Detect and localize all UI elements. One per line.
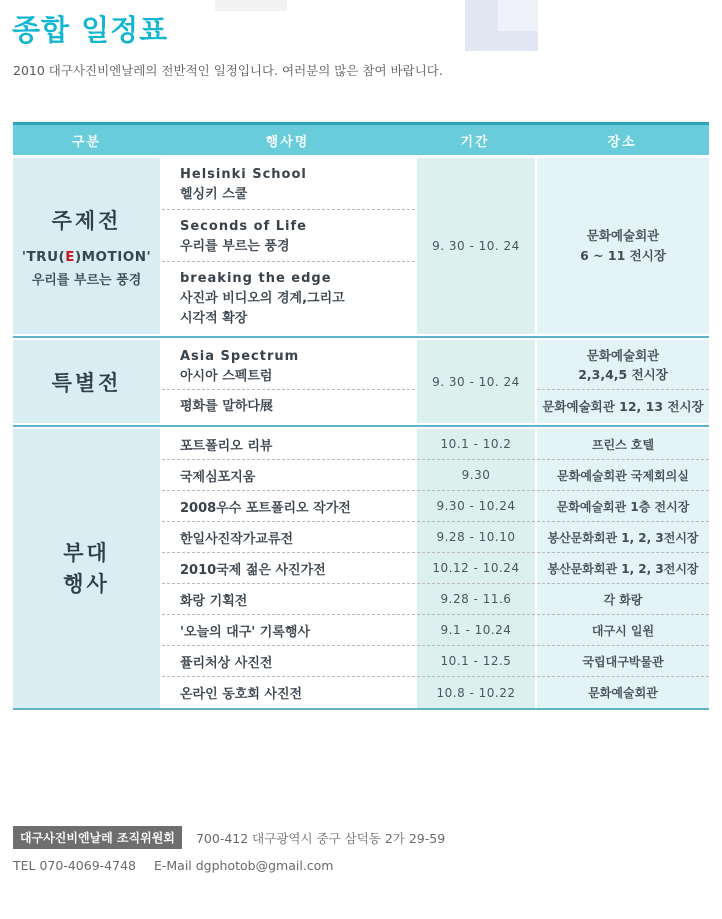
event-period: 10.12 - 10.24 — [417, 553, 535, 584]
event-venue: 문화예술회관 국제회의실 — [537, 460, 709, 491]
period-value: 9. 30 - 10. 24 — [432, 239, 520, 253]
category-motto — [22, 249, 151, 265]
venue-peace-exhibition — [537, 390, 709, 423]
event-name: 포트폴리오 리뷰 — [162, 429, 415, 460]
group-supplementary-events — [13, 429, 709, 708]
table-header-row — [13, 125, 709, 155]
event-name: 온라인 동호회 사진전 — [162, 677, 415, 708]
event-title-kr: 헬싱키 스쿨 — [180, 187, 248, 202]
venue-line1: 문화예술회관 — [586, 347, 660, 363]
event-asia-spectrum — [162, 340, 415, 390]
event-title-kr: 평화를 말하다展 — [180, 398, 273, 414]
venue-cell-theme — [537, 158, 709, 334]
event-title-en: Asia Spectrum — [180, 349, 300, 364]
period-value: 9. 30 - 10. 24 — [432, 374, 520, 389]
events-cell-theme — [162, 158, 415, 334]
event-period: 10.8 - 10.22 — [417, 677, 535, 708]
category-cell-theme — [13, 158, 160, 334]
event-title-en: Helsinki School — [180, 167, 307, 182]
category-cell-special — [13, 340, 160, 423]
event-helsinki-school — [162, 158, 415, 210]
decor-l-shape-light — [498, 0, 538, 31]
venue-line2: 6 ~ 11 전시장 — [580, 248, 666, 263]
organization-badge: 대구사진비엔날레 조직위원회 — [13, 826, 182, 849]
event-venue: 각 화랑 — [537, 584, 709, 615]
event-title-kr: 사진과 비디오의 경계,그리고 — [180, 291, 345, 306]
events-cell-special — [162, 340, 415, 423]
event-breaking-the-edge — [162, 262, 415, 334]
period-cell-special — [417, 340, 535, 423]
decor-l-shape-horizontal — [465, 31, 538, 51]
venue-line2: 2,3,4,5 전시장 — [578, 366, 668, 382]
event-name: 화랑 기획전 — [162, 584, 415, 615]
col-header-period: 기간 — [460, 134, 490, 150]
category-subtitle: 우리를 부르는 풍경 — [31, 272, 142, 288]
event-title-en: breaking the edge — [180, 271, 332, 286]
table-bottom-border — [13, 708, 709, 710]
venue-line1: 문화예술회관 — [586, 228, 660, 243]
event-venue: 문화예술회관 1층 전시장 — [537, 491, 709, 522]
group-separator — [13, 336, 709, 338]
event-name: 퓰리처상 사진전 — [162, 646, 415, 677]
category-title: 주제전 — [51, 208, 122, 233]
event-period: 9.1 - 10.24 — [417, 615, 535, 646]
page-subtitle: 2010 대구사진비엔날레의 전반적인 일정입니다. 여러분의 많은 참여 바랍니다. — [13, 63, 443, 78]
event-title-kr: 아시아 스펙트럼 — [180, 369, 273, 384]
event-title-en: Seconds of Life — [180, 219, 307, 234]
decor-gray-square — [215, 0, 287, 11]
event-venue: 봉산문화회관 1, 2, 3전시장 — [537, 522, 709, 553]
event-title-kr: 우리를 부르는 풍경 — [180, 239, 290, 254]
group-theme-exhibition — [13, 158, 709, 334]
col-header-event: 행사명 — [265, 134, 310, 150]
event-period: 9.30 — [417, 460, 535, 491]
event-name: 2010국제 젊은 사진가전 — [162, 553, 415, 584]
event-venue: 프린스 호텔 — [537, 429, 709, 460]
footer-line2 — [13, 858, 722, 873]
event-venue: 국립대구박물관 — [537, 646, 709, 677]
venue-cell-special — [537, 340, 709, 423]
motto-highlight: E — [65, 248, 75, 265]
group-special-exhibition — [13, 340, 709, 423]
category-title-line1: 부대 — [63, 540, 110, 565]
col-header-venue: 장소 — [607, 134, 637, 150]
event-name: 국제심포지움 — [162, 460, 415, 491]
category-title: 특별전 — [51, 370, 122, 395]
col-header-category: 구분 — [71, 134, 102, 150]
event-seconds-of-life — [162, 210, 415, 262]
motto-prefix: 'TRU( — [21, 248, 66, 265]
event-venue: 대구시 일원 — [537, 615, 709, 646]
event-name: 2008우수 포트폴리오 작가전 — [162, 491, 415, 522]
event-period: 9.28 - 10.10 — [417, 522, 535, 553]
event-period: 9.28 - 11.6 — [417, 584, 535, 615]
page-title: 종합 일정표 — [12, 13, 169, 47]
event-period: 10.1 - 12.5 — [417, 646, 535, 677]
category-cell-supplementary — [13, 429, 160, 708]
event-peace-exhibition — [162, 390, 415, 423]
schedule-table — [13, 122, 709, 710]
group-separator — [13, 425, 709, 427]
motto-suffix: )MOTION' — [74, 248, 152, 265]
venue-line1: 문화예술회관 12, 13 전시장 — [542, 399, 704, 414]
event-title-kr2: 시각적 확장 — [180, 311, 248, 326]
event-period: 10.1 - 10.2 — [417, 429, 535, 460]
venue-asia-spectrum — [537, 340, 709, 390]
event-venue: 문화예술회관 — [537, 677, 709, 708]
event-name: 한일사진작가교류전 — [162, 522, 415, 553]
email-address: E-Mail dgphotob@gmail.com — [153, 858, 334, 873]
category-title-line2: 행사 — [63, 571, 110, 596]
organization-address: 700-412 대구광역시 중구 삼덕동 2가 29-59 — [195, 830, 446, 846]
event-venue: 봉산문화회관 1, 2, 3전시장 — [537, 553, 709, 584]
period-cell-theme — [417, 158, 535, 334]
page-footer — [13, 826, 722, 873]
event-name: '오늘의 대구' 기록행사 — [162, 615, 415, 646]
footer-line1 — [13, 826, 722, 849]
event-period: 9.30 - 10.24 — [417, 491, 535, 522]
telephone-number: TEL 070-4069-4748 — [13, 858, 136, 873]
